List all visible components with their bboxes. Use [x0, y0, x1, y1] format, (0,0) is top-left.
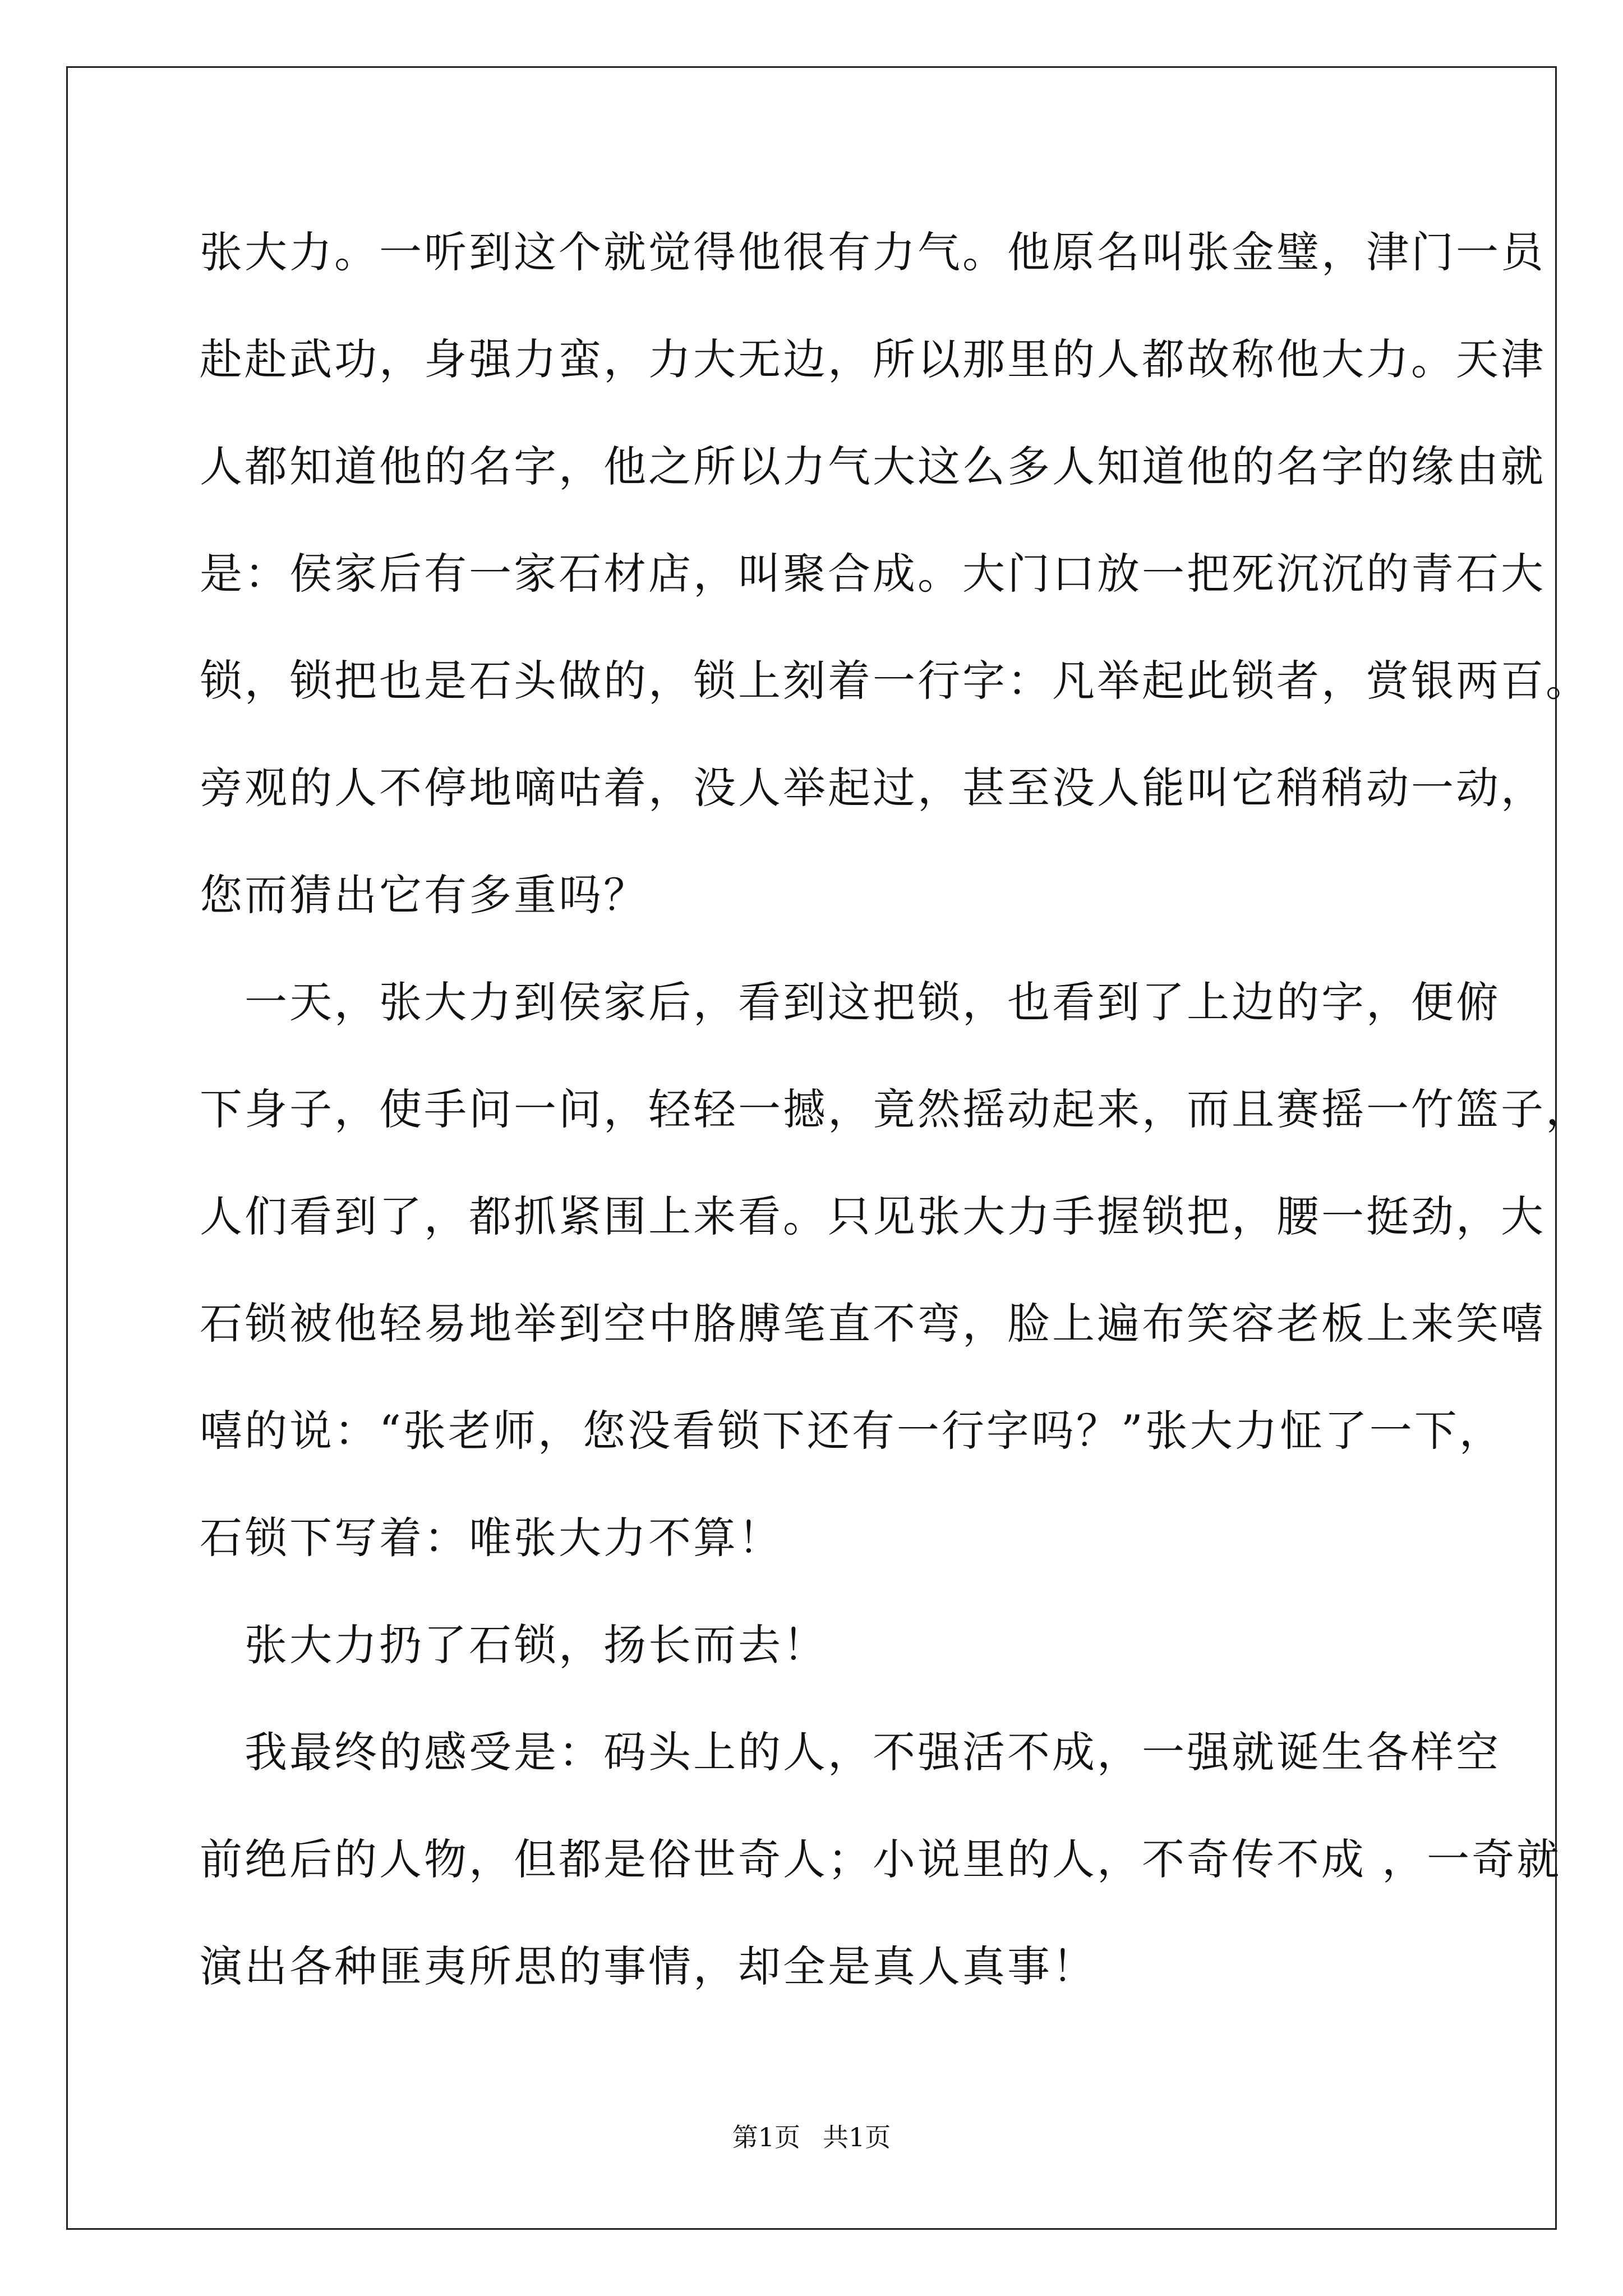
page-total: 共1页 — [823, 2122, 891, 2152]
text-line: 我最终的感受是：码头上的人，不强活不成，一强就诞生各样空 — [200, 1727, 1501, 1777]
text-line: 人都知道他的名字，他之所以力气大这么多人知道他的名字的缘由就 — [200, 441, 1546, 491]
text-line: 赴赴武功，身强力蛮，力大无边，所以那里的人都故称他大力。天津 — [200, 334, 1546, 384]
text-line: 下身子，使手问一问，轻轻一撼，竟然摇动起来，而且赛摇一竹篮子， — [200, 1084, 1590, 1134]
text-line: 锁，锁把也是石头做的，锁上刻着一行字：凡举起此锁者，赏银两百。 — [200, 656, 1590, 706]
text-line: 前绝后的人物，但都是俗世奇人；小说里的人，不奇传不成 ，一奇就 — [200, 1834, 1562, 1884]
text-line: 是：侯家后有一家石材店，叫聚合成。大门口放一把死沉沉的青石大 — [200, 549, 1546, 599]
page-footer — [0, 2120, 1623, 2154]
text-line: 嘻的说：“张老师，您没看锁下还有一行字吗？”张大力怔了一下， — [200, 1406, 1504, 1456]
text-line: 石锁下写着：唯张大力不算！ — [200, 1513, 783, 1563]
text-line: 张大力扔了石锁，扬长而去！ — [200, 1620, 828, 1670]
text-line: 石锁被他轻易地举到空中胳膊笔直不弯，脸上遍布笑容老板上来笑嘻 — [200, 1299, 1546, 1349]
text-line: 您而猜出它有多重吗？ — [200, 870, 648, 920]
text-line: 旁观的人不停地嘀咕着，没人举起过，甚至没人能叫它稍稍动一动， — [200, 763, 1546, 813]
text-line: 一天，张大力到侯家后，看到这把锁，也看到了上边的字，便俯 — [200, 977, 1501, 1027]
text-line: 张大力。一听到这个就觉得他很有力气。他原名叫张金璧，津门一员 — [200, 227, 1546, 277]
page-number: 第1页 — [732, 2122, 800, 2152]
text-line: 人们看到了，都抓紧围上来看。只见张大力手握锁把，腰一挺劲，大 — [200, 1191, 1546, 1241]
text-line: 演出各种匪夷所思的事情，却全是真人真事！ — [200, 1941, 1097, 1991]
